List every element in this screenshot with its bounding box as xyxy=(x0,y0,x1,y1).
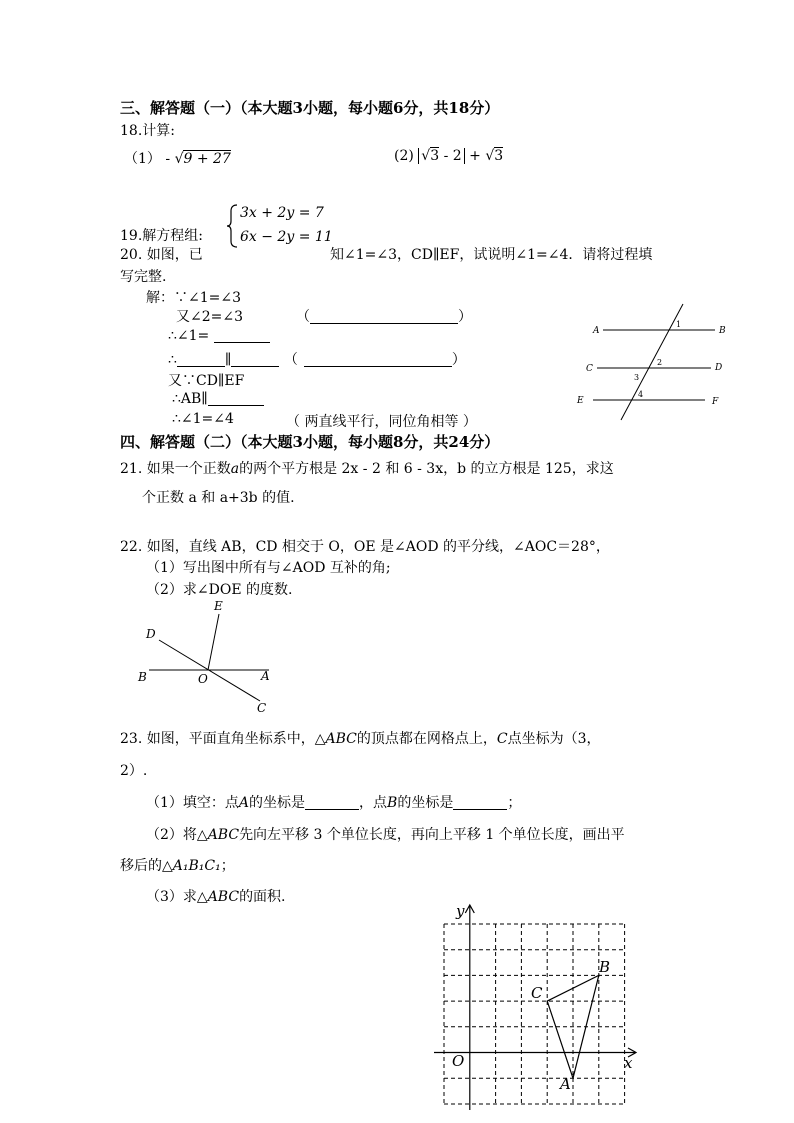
q23-point-b: B xyxy=(387,795,398,811)
angle-blank[interactable] xyxy=(214,328,270,343)
q20-step6-text: ∴AB∥ xyxy=(172,391,208,407)
q23-line4 xyxy=(146,824,625,844)
q23-line1-a: 23. 如图，平面直角坐标系中，△ xyxy=(120,731,326,747)
q18-part1-radicand: 9 + 27 xyxy=(183,151,231,167)
q21-line2: 个正数 a 和 a+3b 的值. xyxy=(142,490,295,506)
q20-line1a: 20. 如图，已 xyxy=(120,247,203,263)
q21-line1 xyxy=(120,458,614,478)
label-b: B xyxy=(719,326,726,336)
label-b: B xyxy=(599,958,611,976)
q19-eq1: 3x + 2y = 7 xyxy=(240,205,324,221)
label-c: C xyxy=(257,701,267,715)
q23-abc: ABC xyxy=(325,731,357,747)
label-e: E xyxy=(577,396,584,406)
q20-step7: ∴∠1=∠4 xyxy=(172,411,234,427)
q22-line2: （1）写出图中所有与∠AOD 互补的角; xyxy=(146,560,391,576)
section4-heading: 四、解答题（二）（本大题3小题，每小题8分，共24分） xyxy=(120,433,500,451)
q23-point-c: C xyxy=(496,731,508,747)
angle-2: 2 xyxy=(657,358,663,367)
label-o: O xyxy=(198,672,208,686)
q18-part2-inner-rest: - 2 xyxy=(443,148,462,164)
q23-abc: ABC xyxy=(207,889,240,905)
q20-step2-reason xyxy=(296,306,472,326)
q21-line1-b: 的两个平方根是 2x - 2 和 6 - 3x，b 的立方根是 125，求这 xyxy=(239,461,614,477)
ray-oe xyxy=(208,614,219,670)
q23-line2: 2）. xyxy=(120,763,148,779)
q23-grid-figure xyxy=(430,898,645,1113)
q18-label: 18.计算: xyxy=(120,123,175,139)
q23-line1-d: 点坐标为（3， xyxy=(507,731,601,747)
q23-line3-c: ，点 xyxy=(359,795,388,811)
q20-step7-reason: （ 两直线平行，同位角相等 ） xyxy=(286,414,477,430)
q23-line4-a: （2）将△ xyxy=(146,827,208,843)
label-d: D xyxy=(146,627,156,641)
label-f: F xyxy=(712,397,719,407)
q20-step3-text: ∴∠1= xyxy=(168,328,210,344)
q22-line3: （2）求∠DOE 的度数. xyxy=(146,582,293,598)
q18-part2-inner-sqrt: 3 xyxy=(430,148,440,164)
q23-line3 xyxy=(146,792,521,812)
paren-open: （ xyxy=(283,352,298,368)
q20-figure xyxy=(577,300,735,420)
line-blank-2[interactable] xyxy=(231,352,279,367)
paren-close: ） xyxy=(451,352,466,368)
reason-blank[interactable] xyxy=(304,352,452,367)
label-y: y xyxy=(456,902,465,920)
label-a: A xyxy=(593,326,600,336)
q23-line3-a: （1）填空：点 xyxy=(146,795,239,811)
coord-b-blank[interactable] xyxy=(453,795,507,810)
q21-var-a: a xyxy=(230,461,240,477)
q20-step1: 解：∵∠1=∠3 xyxy=(146,290,242,306)
sqrt-icon: √ xyxy=(174,151,184,167)
label-c: C xyxy=(531,984,543,1002)
q20-step6 xyxy=(172,391,264,407)
q18-part2-sqrt: 3 xyxy=(494,148,504,164)
section3-heading: 三、解答题（一）（本大题3小题，每小题6分，共18分） xyxy=(120,99,500,117)
q21-line1-a: 21. 如果一个正数 xyxy=(120,461,231,477)
q20-step2: 又∠2=∠3 xyxy=(176,309,244,325)
therefore-sign: ∴ xyxy=(168,352,177,368)
sqrt-icon: √ xyxy=(421,148,431,164)
label-b: B xyxy=(138,670,147,684)
parallel-sign: ∥ xyxy=(224,352,232,368)
angle-4: 4 xyxy=(638,390,644,399)
paren-close: ） xyxy=(458,309,472,325)
reason-blank[interactable] xyxy=(310,309,458,324)
q18-part2-label: (2) xyxy=(394,148,414,164)
q22-line1: 22. 如图，直线 AB，CD 相交于 O，OE 是∠AOD 的平分线，∠AOC＝28°， xyxy=(120,539,610,555)
brace-icon xyxy=(226,203,240,249)
q23-line4-b: 先向左平移 3 个单位长度，再向上平移 1 个单位长度，画出平 xyxy=(239,827,625,843)
label-e: E xyxy=(214,599,223,613)
q23-a1b1c1: A₁B₁C₁ xyxy=(172,858,221,874)
label-a: A xyxy=(560,1075,571,1093)
q18-part1-label: （1） xyxy=(124,151,161,167)
label-d: D xyxy=(715,363,723,373)
angle-3: 3 xyxy=(634,373,640,382)
q23-line3-e: ； xyxy=(507,795,522,811)
q20-step4 xyxy=(168,349,466,369)
q23-line3-d: 的坐标是 xyxy=(397,795,454,811)
q19-label: 19.解方程组: xyxy=(120,228,203,244)
paren-open: （ xyxy=(296,309,310,325)
label-o: O xyxy=(452,1052,465,1070)
q18-part1 xyxy=(124,148,231,168)
label-a: A xyxy=(261,669,270,683)
q23-line3-b: 的坐标是 xyxy=(249,795,306,811)
q18-part2 xyxy=(394,148,503,164)
q23-line6 xyxy=(146,886,286,906)
q19-eq2: 6x − 2y = 11 xyxy=(240,229,333,245)
q18-part2-abs xyxy=(418,148,464,164)
q23-line6-a: （3）求△ xyxy=(146,889,208,905)
q23-line5-b: ； xyxy=(220,858,235,874)
q20-line1b: 知∠1=∠3，CD∥EF，试说明∠1=∠4．请将过程填 xyxy=(330,247,653,263)
q18-part1-minus: - xyxy=(165,151,171,167)
coord-a-blank[interactable] xyxy=(305,795,359,810)
sqrt-icon: √ xyxy=(485,148,495,164)
label-x: x xyxy=(624,1054,633,1072)
q20-line2: 写完整. xyxy=(120,269,167,285)
q23-line5-a: 移后的△ xyxy=(120,858,173,874)
grid-lines xyxy=(444,924,625,1104)
q23-line1-b: 的顶点都在网格点上， xyxy=(356,731,497,747)
q23-line6-b: 的面积. xyxy=(239,889,286,905)
q23-point-a: A xyxy=(238,795,250,811)
q20-step3 xyxy=(168,328,270,344)
q18-part2-plus: + xyxy=(469,148,481,164)
q23-abc: ABC xyxy=(207,827,240,843)
q20-step5: 又∵CD∥EF xyxy=(168,373,245,389)
line-blank-1[interactable] xyxy=(177,352,225,367)
line-blank[interactable] xyxy=(208,391,264,406)
q23-line1 xyxy=(120,728,601,748)
q22-figure xyxy=(135,598,285,716)
angle-1: 1 xyxy=(676,320,682,329)
label-c: C xyxy=(586,364,593,374)
q23-line5 xyxy=(120,855,235,875)
transversal xyxy=(621,304,683,420)
